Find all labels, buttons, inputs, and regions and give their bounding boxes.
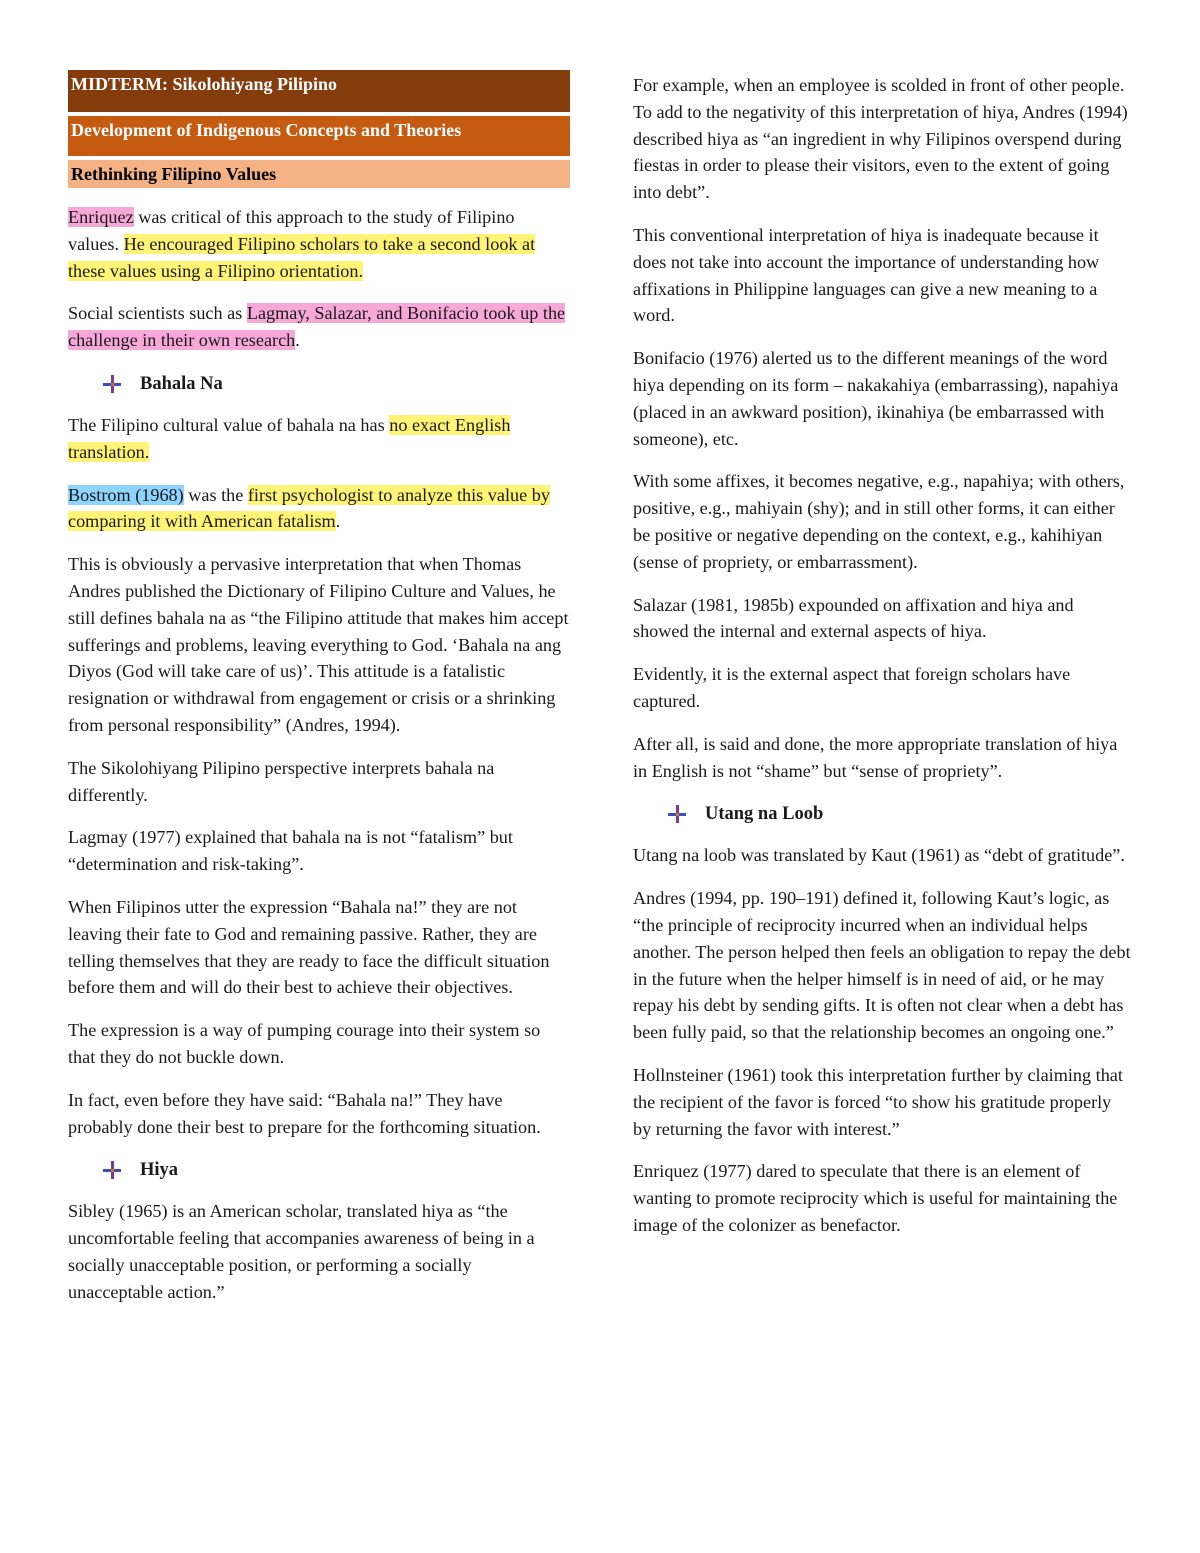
paragraph: This is obviously a pervasive interpretation that when Thomas Andres published the Dictionary of Filipino Culture and Values, he still defines bahala na as “the Filipino attitude that makes him accept sufferings and problems, leaving everything to God. ‘Bahala na ang Diyos (God will take care of us)’. This attitude is a fatalistic resignation or withdrawal from engagement or crisis or a shrinking from personal responsibility” (Andres, 1994). bbox=[68, 554, 569, 735]
text-run: Social scientists such as bbox=[68, 303, 247, 324]
paragraph: Salazar (1981, 1985b) expounded on affixation and hiya and showed the internal and external aspects of hiya. bbox=[633, 594, 1074, 642]
highlight-yellow: He encouraged Filipino scholars to take a second look at these values using a Filipino orientation. bbox=[68, 233, 536, 281]
text-run: . bbox=[295, 330, 300, 351]
paragraph: After all, is said and done, the more appropriate translation of hiya in English is not “shame” but “sense of propriety”. bbox=[633, 733, 1118, 781]
highlight-yellow: no exact English translation. bbox=[68, 414, 511, 462]
subheading-text: Bahala Na bbox=[140, 373, 223, 394]
left-column bbox=[68, 70, 570, 1322]
paragraph: Lagmay (1977) explained that bahala na is not “fatalism” but “determination and risk-taking”. bbox=[68, 827, 513, 875]
subheading-text: Hiya bbox=[140, 1160, 179, 1181]
cross-bullet-icon bbox=[102, 374, 122, 394]
paragraph: When Filipinos utter the expression “Bahala na!” they are not leaving their fate to God and remaining passive. Rather, they are telling themselves that they are ready to face the difficult situation before them and will do their best to achieve their objectives. bbox=[68, 896, 550, 998]
paragraph: In fact, even before they have said: “Bahala na!” They have probably done their best to prepare for the forthcoming situation. bbox=[68, 1089, 541, 1137]
paragraph: For example, when an employee is scolded in front of other people. To add to the negativity of this interpretation of hiya, Andres (1994) described hiya as “an ingredient in why Filipinos overspend during fiestas in order to please their visitors, even to the extent of going into debt”. bbox=[633, 75, 1128, 203]
subheading-hiya bbox=[102, 1156, 570, 1184]
text-run: was critical of this approach to the study of Filipino values. bbox=[68, 207, 515, 254]
paragraph bbox=[68, 300, 570, 354]
text-run: was the bbox=[183, 484, 248, 505]
right-column bbox=[633, 72, 1133, 1255]
subtitle-band: Development of Indigenous Concepts and Theories bbox=[68, 116, 570, 156]
text-run: . bbox=[335, 511, 341, 532]
paragraph: With some affixes, it becomes negative, e.g., napahiya; with others, positive, e.g., mahiyain (shy); and in still other forms, it can either be positive or negative depending on the context, e.g., kahihiyan (sense of propriety, or embarrassment). bbox=[633, 471, 1125, 572]
paragraph bbox=[68, 204, 570, 284]
subheading-utang-na-loob bbox=[667, 800, 1133, 828]
highlight-pink: Enriquez bbox=[68, 207, 134, 227]
paragraph: Sibley (1965) is an American scholar, translated hiya as “the uncomfortable feeling that accompanies awareness of being in a socially unacceptable position, or performing a socially unacceptable action.” bbox=[68, 1201, 535, 1302]
paragraph: The expression is a way of pumping courage into their system so that they do not buckle down. bbox=[68, 1020, 541, 1067]
text-run: The Filipino cultural value of bahala na has bbox=[68, 414, 390, 435]
paragraph: Evidently, it is the external aspect that foreign scholars have captured. bbox=[633, 664, 1071, 711]
paragraph: Utang na loob was translated by Kaut (1961) as “debt of gratitude”. bbox=[633, 845, 1125, 866]
paragraph: Hollnsteiner (1961) took this interpretation further by claiming that the recipient of the favor is forced “to show his gratitude properly by returning the favor with interest.” bbox=[633, 1064, 1123, 1139]
paragraph: Bonifacio (1976) alerted us to the different meanings of the word hiya depending on its form – nakakahiya (embarrassing), napahiya (placed in an awkward position), ikinahiya (be embarrassed with someone), etc. bbox=[633, 348, 1119, 449]
subheading-bahala-na bbox=[102, 370, 570, 398]
highlight-blue: Bostrom (1968) bbox=[68, 484, 184, 505]
cross-bullet-icon bbox=[667, 804, 687, 824]
highlight-pink: Lagmay, Salazar, and Bonifacio took up the challenge in their own research bbox=[68, 303, 566, 351]
paragraph: Enriquez (1977) dared to speculate that there is an element of wanting to promote reciprocity which is useful for maintaining the image of the colonizer as benefactor. bbox=[633, 1161, 1118, 1235]
title-band: MIDTERM: Sikolohiyang Pilipino bbox=[68, 70, 570, 112]
paragraph bbox=[68, 482, 570, 536]
section-band: Rethinking Filipino Values bbox=[68, 160, 570, 188]
paragraph bbox=[68, 412, 570, 466]
cross-bullet-icon bbox=[102, 1160, 122, 1180]
highlight-yellow: first psychologist to analyze this value by comparing it with American fatalism bbox=[68, 484, 550, 532]
paragraph: This conventional interpretation of hiya is inadequate because it does not take into account the importance of understanding how affixations in Philippine languages can give a new meaning to a word. bbox=[633, 224, 1100, 326]
paragraph: Andres (1994, pp. 190–191) defined it, following Kaut’s logic, as “the principle of reciprocity incurred when an individual helps another. The person helped then feels an obligation to repay the debt in the future when the helper himself is in need of aid, or he may repay his debt by sending gifts. It is often not clear when a debt has been fully paid, so that the relationship becomes an ongoing one.” bbox=[633, 888, 1131, 1043]
paragraph: The Sikolohiyang Pilipino perspective interprets bahala na differently. bbox=[68, 757, 495, 805]
subheading-text: Utang na Loob bbox=[705, 804, 824, 825]
